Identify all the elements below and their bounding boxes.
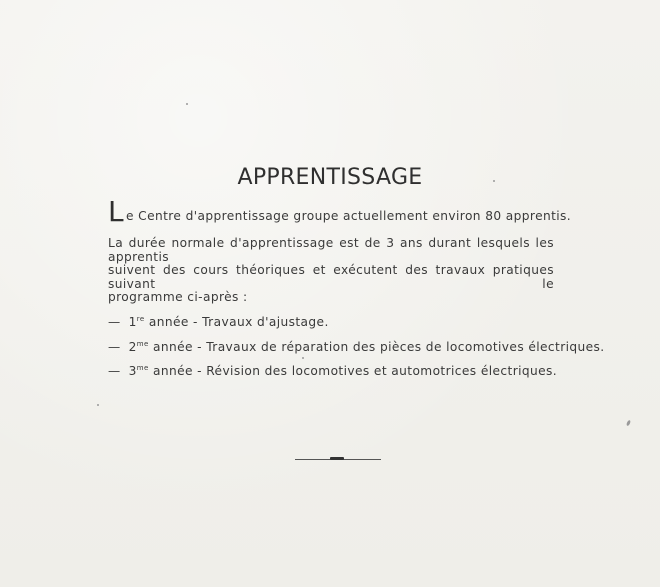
drop-cap: L [108,195,124,228]
scan-speck [97,404,99,406]
intro-text: e Centre d'apprentissage groupe actuellement environ 80 apprentis. [126,209,572,223]
year-number: 2 [128,340,137,354]
list-dash: — [108,340,121,354]
program-item-year-3 [108,364,558,378]
paragraph-line-1: La durée normale d'apprentissage est de 3 ans durant lesquels les apprentis [108,236,554,264]
scan-speck [493,180,495,182]
scan-speck [186,103,188,105]
program-item-text: année - Révision des locomotives et automotrices électriques. [152,364,558,378]
year-number: 1 [128,315,137,329]
divider-ornament [330,457,344,460]
page-title: APPRENTISSAGE [237,164,423,190]
list-dash: — [108,364,121,378]
list-dash: — [108,315,121,329]
program-item-year-1 [108,315,554,329]
paragraph-line-3: programme ci-après : [108,290,248,304]
year-ordinal: me [136,364,149,372]
year-ordinal: me [136,340,149,348]
intro-paragraph [108,195,572,228]
paragraph-line-2: suivent des cours théoriques et exécutent des travaux pratiques suivant le [108,263,554,291]
program-item-year-2 [108,340,605,354]
year-number: 3 [128,364,137,378]
program-item-text: année - Travaux de réparation des pièces de locomotives électriques. [152,340,605,354]
year-ordinal: re [136,315,145,323]
scan-speck [626,420,631,427]
program-item-text: année - Travaux d'ajustage. [148,315,329,329]
scan-speck [302,357,304,359]
